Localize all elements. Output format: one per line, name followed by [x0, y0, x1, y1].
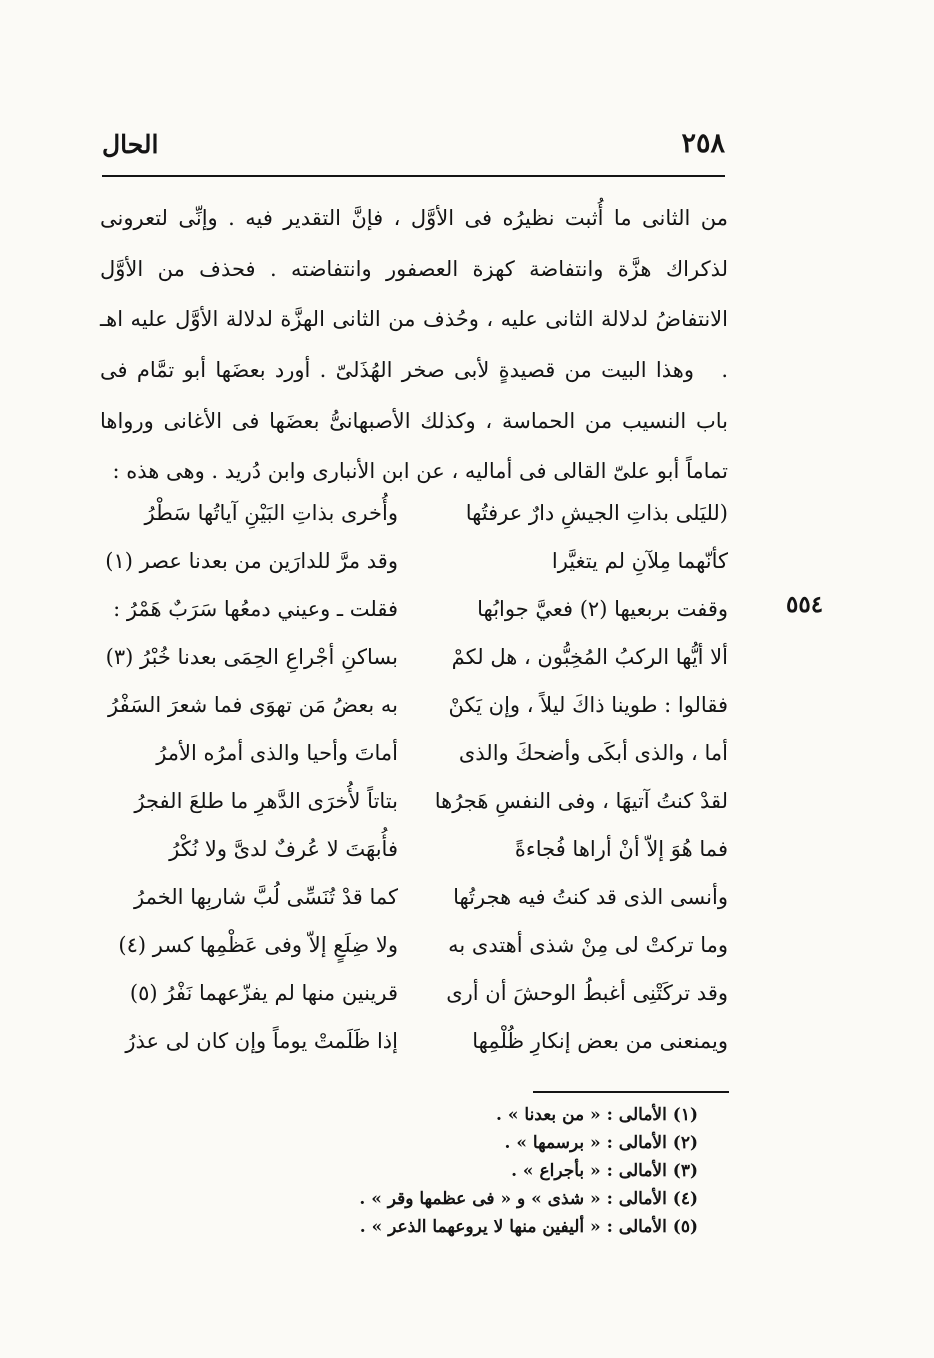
- second-hemistich: كما قدْ تُنَسِّى لُبَّ شاربِها الخمرُ: [134, 885, 398, 909]
- footnote: (٤) الأمالى : « شذى » و « فى عظمها وقر » .: [359, 1189, 698, 1209]
- footnote: (٣) الأمالى : « بأجراع » .: [511, 1161, 698, 1181]
- second-hemistich: بساكنِ أجْراعِ الحِمَى بعدنا خُبْرُ (٣): [105, 645, 398, 669]
- verse-line: [100, 785, 728, 833]
- second-hemistich: به بعضُ مَن تهوَى فما شعرَ السَفْرُ: [108, 693, 398, 717]
- second-hemistich: قرينين منها لم يفزّعهما نَفْرُ (٥): [129, 981, 398, 1005]
- footnote: (٢) الأمالى : « برسمها » .: [504, 1133, 698, 1153]
- second-hemistich: فقلت ـ وعيني دمعُها سَرَبٌ هَمْرُ :: [113, 597, 398, 621]
- paragraph-text: وهذا البيت من قصيدةٍ لأبى صخر الهُذَلىّ . أورد بعضَها أبو تمَّام فى باب النسيب من الحماسة ، وكذلك الأصبهانىُّ بعضَها فى الأغانى ورواها تماماً أبو علىّ القالى فى أماليه ، عن ابن الأنبارى وابن دُريد . وهى هذه :: [100, 358, 728, 483]
- paragraph-2: [100, 345, 728, 497]
- first-hemistich: فما هُوَ إلاّ أنْ أراها فُجاءةً: [514, 837, 728, 861]
- header-rule: [102, 175, 725, 177]
- second-hemistich: وأُخرى بذاتِ البَيْنِ آياتُها سَطْرُ: [144, 501, 398, 525]
- verse-line: [100, 641, 728, 689]
- first-hemistich: ألا أيُّها الركبُ المُخِبُّون ، هل لكمْ: [451, 645, 728, 669]
- first-hemistich: لقدْ كنتُ آتيهَا ، وفى النفسِ هَجرُها: [434, 789, 728, 813]
- footnotes: [359, 1105, 698, 1245]
- verse-line: [100, 929, 728, 977]
- first-hemistich: وقد تركَتْنِى أغبطُ الوحشَ أن أرى: [446, 981, 728, 1005]
- verse-line: [100, 833, 728, 881]
- running-title: الحال: [102, 130, 159, 159]
- second-hemistich: وقد مرَّ للدارَين من بعدنا عصر (١): [105, 549, 398, 573]
- page-number: ٢٥٨: [681, 128, 725, 159]
- footnote: (١) الأمالى : « من بعدنا » .: [496, 1105, 698, 1125]
- verse-line: [100, 545, 728, 593]
- verse-line: [100, 497, 728, 545]
- second-hemistich: أماتَ وأحيا والذى أمرُه الأمرُ: [156, 741, 398, 765]
- poem: [100, 497, 728, 1073]
- margin-page-reference: ٥٥٤: [786, 591, 824, 618]
- first-hemistich: أما ، والذى أبكَى وأضحكَ والذى: [458, 741, 728, 765]
- second-hemistich: فأُبهَتَ لا عُرفٌ لدىَّ ولا نُكْرُ: [169, 837, 398, 861]
- paragraph-text: من الثانى ما أُثبت نظيرُه فى الأوَّل ، فإنَّ التقدير فيه . وإنِّى لتعرونى لذكراك هزَّة وانتفاضة كهزة العصفور وانتفاضته . فحذف من الأوَّل الانتفاضُ لدلالة الثانى عليه ، وحُذف من الثانى الهزَّة لدلالة الأوَّل عليه اهـ .: [100, 206, 728, 382]
- second-hemistich: إذا ظَلَمتْ يوماً وإن كان لى عذرُ: [125, 1029, 398, 1053]
- first-hemistich: وقفت بربعيها (٢) فعيَّ جوابُها: [477, 597, 728, 621]
- verse-line: [100, 977, 728, 1025]
- page-header: [102, 128, 725, 172]
- first-hemistich: فقالوا : طوينا ذاكَ ليلاً ، وإن يَكنْ: [448, 693, 728, 717]
- verse-line: [100, 689, 728, 737]
- footnote-rule: [533, 1091, 729, 1093]
- footnote: (٥) الأمالى : « أليفين منها لا يروعهما الذعر » .: [359, 1217, 698, 1237]
- first-hemistich: وما تركتْ لى مِنْ شذى أهتدى به: [448, 933, 728, 957]
- verse-line: [100, 593, 728, 641]
- second-hemistich: ولا ضِلَعٍ إلاّ وفى عَظْمِها كسر (٤): [118, 933, 398, 957]
- first-hemistich: (لليَلى بذاتِ الجيشِ دارٌ عرفتُها: [465, 501, 728, 525]
- verse-line: [100, 1025, 728, 1073]
- verse-line: [100, 881, 728, 929]
- second-hemistich: بتاتاً لأُخرَى الدَّهرِ ما طلعَ الفجرُ: [134, 789, 398, 813]
- first-hemistich: وأنسى الذى قد كنتُ فيه هجرتُها: [453, 885, 728, 909]
- first-hemistich: ويمنعنى من بعض إنكارِ ظُلْمِها: [472, 1029, 728, 1053]
- first-hemistich: كأنّهما مِلآنِ لم يتغيَّرا: [551, 549, 728, 573]
- verse-line: [100, 737, 728, 785]
